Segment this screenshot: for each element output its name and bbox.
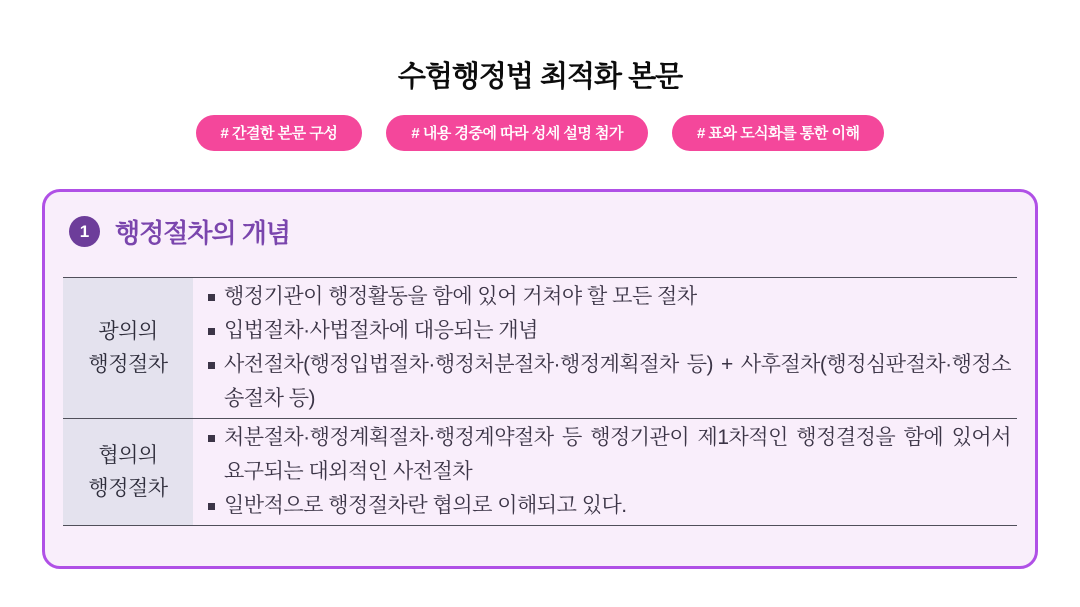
bullet-text: 사전절차(행정입법절차·행정처분절차·행정계획절차 등) + 사후절차(행정심판절차·행정소송절차 등)	[224, 353, 1011, 410]
table-row-broad	[63, 277, 1017, 418]
bullet-square-icon	[208, 362, 215, 369]
bullet-square-icon	[208, 435, 215, 442]
row-header-line: 광의의	[98, 320, 158, 343]
bullet-text: 일반적으로 행정절차란 협의로 이해되고 있다.	[224, 494, 627, 517]
bullet-text: 행정기관이 행정활동을 함에 있어 거쳐야 할 모든 절차	[224, 285, 697, 308]
table-row-narrow	[63, 418, 1017, 526]
bullet-square-icon	[208, 503, 215, 510]
row-header-narrow	[63, 419, 193, 525]
row-body-narrow	[193, 419, 1017, 525]
bullet-item	[208, 489, 1011, 523]
number-label: 1	[79, 221, 90, 241]
row-body-broad	[193, 278, 1017, 418]
card-heading	[69, 213, 1020, 250]
bullet-text: 처분절차·행정계획절차·행정계약절차 등 행정기관이 제1차적인 행정결정을 함에 있어서 요구되는 대외적인 사전절차	[224, 426, 1011, 483]
bullet-item	[208, 421, 1011, 489]
badge-row	[0, 115, 1080, 151]
badge-concise-composition: # 간결한 본문 구성	[196, 115, 363, 151]
bullet-item	[208, 314, 1011, 348]
row-header-broad	[63, 278, 193, 418]
row-header-line: 행정절차	[88, 353, 168, 376]
concept-card	[42, 189, 1038, 569]
bullet-square-icon	[208, 294, 215, 301]
number-badge	[69, 216, 100, 247]
bullet-text: 입법절차·사법절차에 대응되는 개념	[224, 319, 538, 342]
badge-tables-and-diagrams: # 표와 도식화를 통한 이해	[672, 115, 884, 151]
card-title: 행정절차의 개념	[115, 218, 291, 248]
bullet-item	[208, 280, 1011, 314]
bullet-square-icon	[208, 328, 215, 335]
row-header-line: 협의의	[98, 444, 158, 467]
definition-table	[63, 277, 1017, 526]
badge-detail-by-importance: # 내용 경중에 따라 성세 설명 첨가	[386, 115, 648, 151]
bullet-item	[208, 348, 1011, 416]
row-header-line: 행정절차	[88, 477, 168, 500]
page-title: 수험행정법 최적화 본문	[397, 61, 683, 93]
